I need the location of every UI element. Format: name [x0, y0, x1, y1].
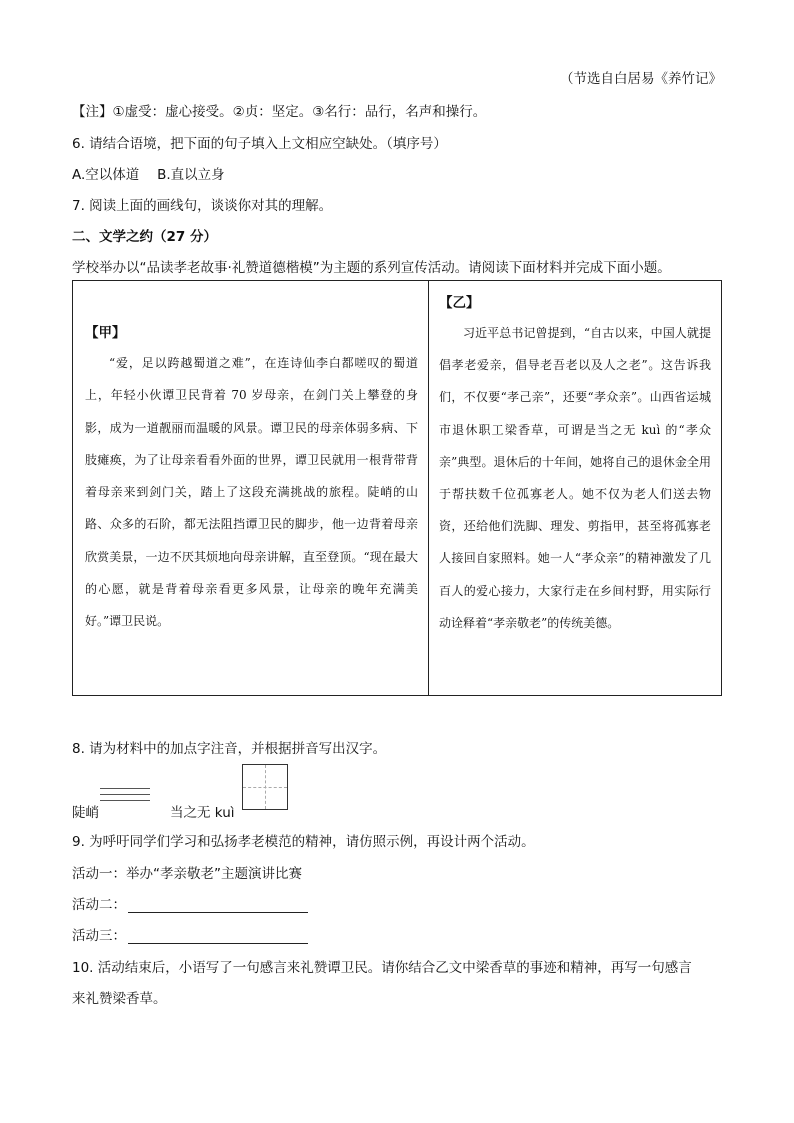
- hanzi-writing-grid[interactable]: [242, 764, 288, 810]
- material-yi: [429, 281, 721, 695]
- activity-2-label: 活动二：: [72, 897, 126, 913]
- q8-word-douqiao: 陡峭: [72, 805, 99, 821]
- annotation-note: 【注】①虚受：虚心接受。②贞：坚定。③名行：品行，名声和操行。: [72, 104, 487, 120]
- question-6: 6. 请结合语境，把下面的句子填入上文相应空缺处。（填序号）: [72, 136, 447, 152]
- material-jia-text: “爱，足以跨越蜀道之难”，在连诗仙李白都嗟叹的蜀道上，年轻小伙谭卫民背着 70 岁母亲，在剑门关上攀登的身影，成为一道靓丽而温暖的风景。谭卫民的母亲体弱多病、下肢瘫痪，为了让母亲看看外面的世界，谭卫民就用一根背带背着母亲来到剑门关，踏上了这段充满挑战的旅程。陡峭的山路、众多的石阶，都无法阻挡谭卫民的脚步，他一边背着母亲欣赏美景，一边不厌其烦地向母亲讲解，直至登顶。“现在最大的心愿，就是背着母亲看更多风景，让母亲的晚年充满美好。”谭卫民说。: [85, 356, 418, 629]
- pinyin-writing-lines: [100, 788, 150, 806]
- q8-word-kui: 当之无 kuì: [170, 805, 235, 821]
- activity-2: [72, 893, 308, 913]
- material-jia: [73, 281, 428, 695]
- activity-2-blank[interactable]: [128, 898, 308, 913]
- materials-table: [72, 280, 722, 696]
- question-6-options: A.空以体道 B.直以立身: [72, 167, 225, 183]
- question-10-line-2: 来礼赞梁香草。: [72, 991, 167, 1007]
- question-9: 9. 为呼吁同学们学习和弘扬孝老模范的精神，请仿照示例，再设计两个活动。: [72, 834, 535, 850]
- material-jia-label: 【甲】: [85, 325, 126, 341]
- section-heading: 二、文学之约（27 分）: [72, 229, 217, 245]
- question-10-line-1: 10. 活动结束后，小语写了一句感言来礼赞谭卫民。请你结合乙文中梁香草的事迹和精神，再写一句感言: [72, 960, 692, 976]
- activity-3-blank[interactable]: [128, 929, 308, 944]
- activity-3: [72, 924, 308, 944]
- activity-3-label: 活动三：: [72, 928, 126, 944]
- activity-1: 活动一：举办“孝亲敬老”主题演讲比赛: [72, 866, 302, 882]
- source-citation: （节选自白居易《养竹记》: [560, 71, 722, 87]
- section-intro: 学校举办以“品读孝老故事·礼赞道德楷模”为主题的系列宣传活动。请阅读下面材料并完成下面小题。: [72, 260, 671, 276]
- material-yi-text: 习近平总书记曾提到，“自古以来，中国人就提倡孝老爱亲，倡导老吾老以及人之老”。这告诉我们，不仅要“孝己亲”，还要“孝众亲”。山西省运城市退休职工梁香草，可谓是当之无 kuì 的“孝众亲”典型。退休后的十年间，她将自己的退休金全用于帮扶数千位孤寡老人。她不仅为老人们送去物资，还给他们洗脚、理发、剪指甲，甚至将孤寡老人接回自家照料。她一人“孝众亲”的精神激发了几百人的爱心接力，大家行走在乡间村野，用实际行动诠释着“孝亲敬老”的传统美德。: [439, 326, 711, 630]
- material-yi-label: 【乙】: [439, 295, 480, 311]
- question-7: 7. 阅读上面的画线句，谈谈你对其的理解。: [72, 198, 333, 214]
- question-8: 8. 请为材料中的加点字注音，并根据拼音写出汉字。: [72, 741, 387, 757]
